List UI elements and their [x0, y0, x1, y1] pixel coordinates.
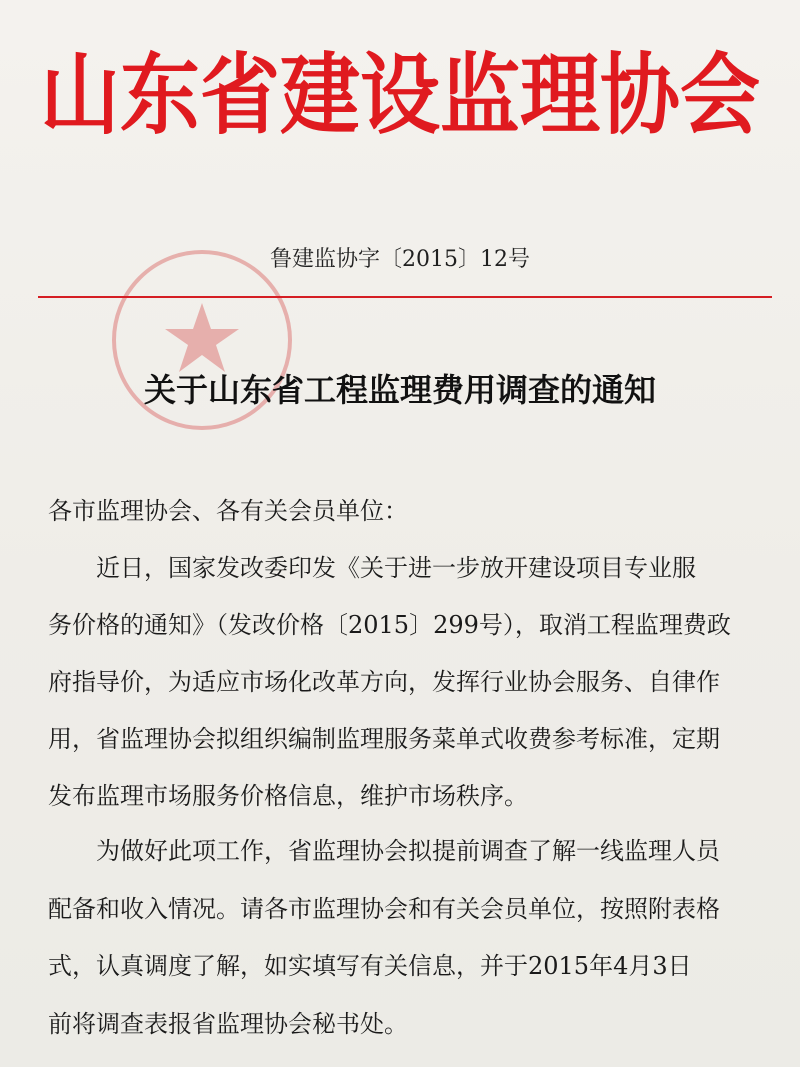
paragraph-2-line-2: 配备和收入情况。请各市监理协会和有关会员单位，按照附表格 [48, 895, 720, 923]
paragraph-2-line-4: 前将调查表报省监理协会秘书处。 [48, 1010, 408, 1038]
paragraph-2-line-1: 为做好此项工作，省监理协会拟提前调查了解一线监理人员 [96, 837, 720, 865]
document-title: 关于山东省工程监理费用调查的通知 [143, 371, 656, 409]
header-divider [38, 296, 772, 298]
paragraph-1-line-3: 府指导价，为适应市场化改革方向，发挥行业协会服务、自律作 [48, 668, 720, 696]
paragraph-1-line-2: 务价格的通知》（发改价格〔2015〕299号），取消工程监理费政 [48, 611, 731, 639]
paragraph-1-line-1: 近日，国家发改委印发《关于进一步放开建设项目专业服 [96, 554, 696, 582]
paragraph-1-line-5: 发布监理市场服务价格信息，维护市场秩序。 [48, 782, 528, 810]
document-number: 鲁建监协字〔2015〕12号 [270, 247, 530, 272]
organization-header: 山东省建设监理协会 [40, 42, 760, 147]
salutation: 各市监理协会、各有关会员单位： [48, 497, 408, 525]
paragraph-2-line-3: 式，认真调度了解，如实填写有关信息，并于2015年4月3日 [48, 952, 692, 980]
paragraph-1-line-4: 用，省监理协会拟组织编制监理服务菜单式收费参考标准，定期 [48, 725, 720, 753]
